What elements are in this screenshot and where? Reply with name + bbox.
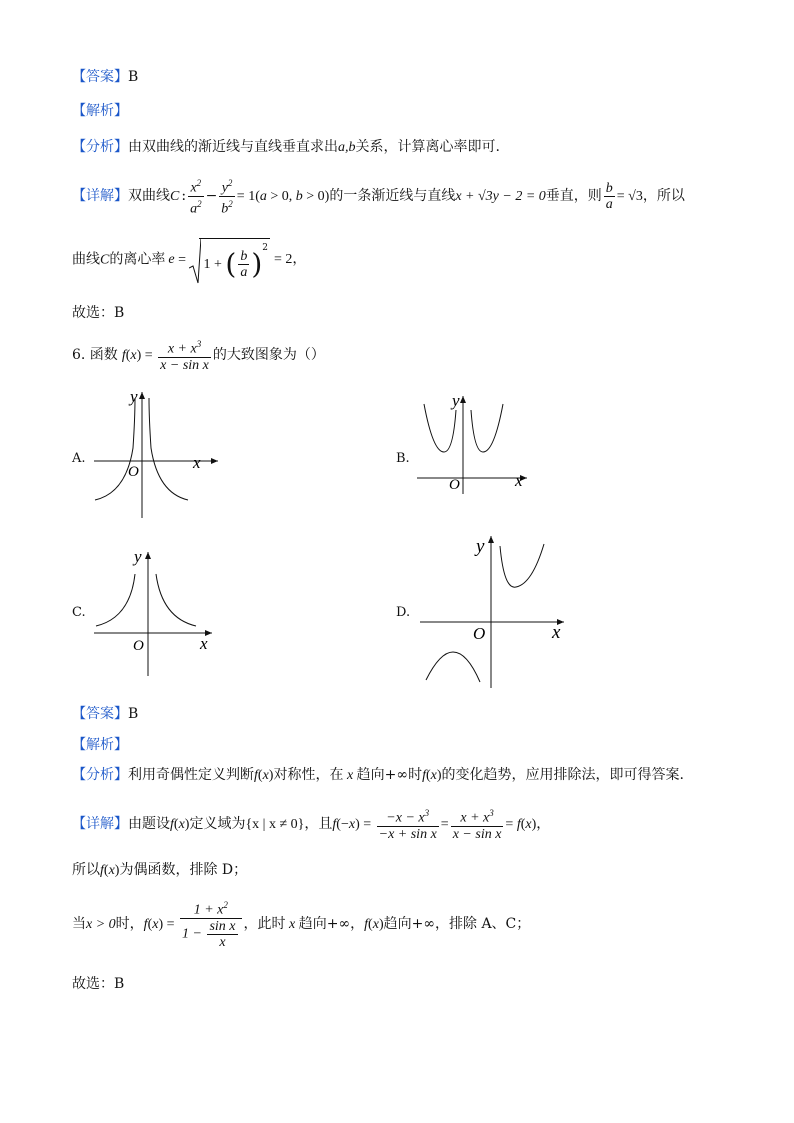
y-label: y [130,388,138,406]
analysis-tag: 【解析】 [72,737,128,753]
origin-label: O [133,638,144,654]
parity-equation: f(−x) = $\frac{-x - x^3}{\text{−x + sin x}}$ = $\frac{x + x^3}{\text{x − sin x}}$ = f(x) [332,808,537,842]
y-axis-arrow-icon [460,396,466,403]
ratio-equation: $\frac{b}{a}$ = √3 [605,180,643,212]
detail-tag: 【详解】 [72,188,128,205]
sqrt-expression: 1 + ( $\frac{b}{a}$ )$^2$ [189,238,270,281]
detail-text: 的一条渐近线与直线 [329,188,456,205]
option-d-graph [418,532,570,690]
q6-positive-line: 当x > 0时，f(x) = $1 + x^2$ 1 − $\frac{\text{sin x}}{x}$ ，此时 x 趋向+∞，f(x)趋向+∞，排除 A、C； [72,900,531,950]
q6-fenxi-line: 【分析】利用奇偶性定义判断f(x)对称性，在 x 趋向+∞时f(x)的变化趋势，应用排除法，即可得答案. [72,767,684,783]
detail-text: ， [536,815,551,832]
domain-set: {x | x ≠ 0} [245,816,305,832]
answer-tag: 【答案】 [72,706,128,722]
question-suffix: 的大致图象为（） [212,346,325,363]
pos-text: 当 [72,915,86,932]
curve-name: C [100,252,110,268]
curve-right [500,544,544,587]
detail-text: ，且 [304,815,333,832]
question-prefix: 6. 函数 [72,346,118,363]
option-d-label: D. [396,605,411,620]
even-text: 所以 [72,862,100,878]
x-label: x [515,471,523,490]
q5-conclusion: 故选：B [72,305,125,321]
y-label: y [476,536,485,557]
option-c-label: C. [72,605,86,620]
ecc-result: = 2， [273,252,307,268]
curve-left [96,574,135,626]
curve-left [424,404,456,452]
y-axis-arrow-icon [139,392,145,399]
fenxi-text: 利用奇偶性定义判断 [128,767,254,783]
q6-conclusion: 故选：B [72,976,125,992]
q5-ecc-line: 曲线C的离心率 e = 1 + ( $\frac{b}{a}$ )$^2$= 2， [72,238,306,281]
answer-value: B [128,706,139,722]
curve-left [426,652,480,682]
even-text: 为偶函数，排除 D； [119,862,248,878]
fenxi-text: 趋向+∞时 [356,767,423,783]
detail-text: 垂直，则 [545,188,602,205]
fenxi-text: 对称性，在 [273,767,344,783]
curve-name: C [170,189,180,205]
y-axis-arrow-icon [145,552,151,559]
q6-answer-line [72,703,138,723]
x-axis-arrow-icon [211,458,218,464]
fenxi-ab: a,b [338,140,356,155]
q5-analysis-heading [72,100,128,120]
detail-text: 由题设 [128,815,170,832]
detail-text: 双曲线 [128,188,170,205]
origin-label: O [473,624,486,643]
curve-right [471,404,503,452]
detail-text: ，所以 [642,188,685,205]
curve-right [156,574,196,626]
fenxi-text: 由双曲线的渐近线与直线垂直求出 [128,139,338,155]
detail-text: 定义域为 [189,815,246,832]
fenxi-text: 的变化趋势，应用排除法，即可得答案. [441,767,684,783]
ecc-text: 曲线 [72,251,100,268]
q5-detail-line [72,176,685,216]
q5-fenxi-line [72,136,500,156]
curve-right [149,398,188,500]
option-a-graph [90,388,220,520]
curve-left [95,398,135,500]
limit-equation: f(x) = $1 + x^2$ 1 − $\frac{\text{sin x}}{x}$ [144,916,244,932]
line-equation: x + √3y − 2 = 0 [455,189,546,205]
option-c-graph [92,546,218,678]
q6-detail-line: 【详解】由题设f(x)定义域为{x | x ≠ 0}，且f(−x) = $\frac{-x - x^3}{\text{−x + sin x}}$ = $\frac{x + x^3}{\text{x − sin x}}$ = f(x)， [72,808,551,842]
x-label: x [200,634,208,653]
answer-tag: 【答案】 [72,69,128,85]
y-label: y [134,547,142,566]
function-name: f [121,347,126,363]
pos-text: 时， [115,915,144,932]
fenxi-text: 关系，计算离心率即可. [355,139,500,155]
sqrt-sign-icon [189,238,201,284]
pos-condition: x > 0 [86,916,116,932]
q6-question: 6. 函数 f(x) = $\frac{x + x^3}{\text{x − sin x}}$ 的大致图象为（） [72,339,325,373]
ecc-symbol: e [168,252,175,268]
answer-value: B [128,69,139,85]
origin-label: O [128,464,139,480]
detail-tag: 【详解】 [72,815,128,832]
y-label: y [452,392,460,410]
hyperbola-equation: : $\frac{x^2}{a^2}$ − $\frac{y^2}{b^2}$ = 1(a > 0, b > 0) [181,178,330,217]
ecc-text: 的离心率 [109,251,166,268]
q6-even-line: 所以f(x)为偶函数，排除 D； [72,862,248,878]
fenxi-tag: 【分析】 [72,767,128,783]
pos-text: ，此时 [243,915,286,932]
option-b-label: B. [396,451,410,466]
option-b-graph [415,392,537,496]
analysis-tag: 【解析】 [72,103,128,119]
pos-text: 趋向+∞，排除 A、C； [383,915,531,932]
y-axis-arrow-icon [488,536,494,543]
x-label: x [552,622,561,643]
origin-label: O [449,477,460,493]
fenxi-tag: 【分析】 [72,139,128,155]
option-a-label: A. [72,451,86,466]
q5-answer-line [72,66,138,86]
function-fraction: $\frac{x + x^3}{\text{x − sin x}}$ [160,339,209,373]
q6-analysis-heading [72,734,128,754]
pos-text: 趋向+∞， [298,915,365,932]
x-label: x [193,453,201,472]
